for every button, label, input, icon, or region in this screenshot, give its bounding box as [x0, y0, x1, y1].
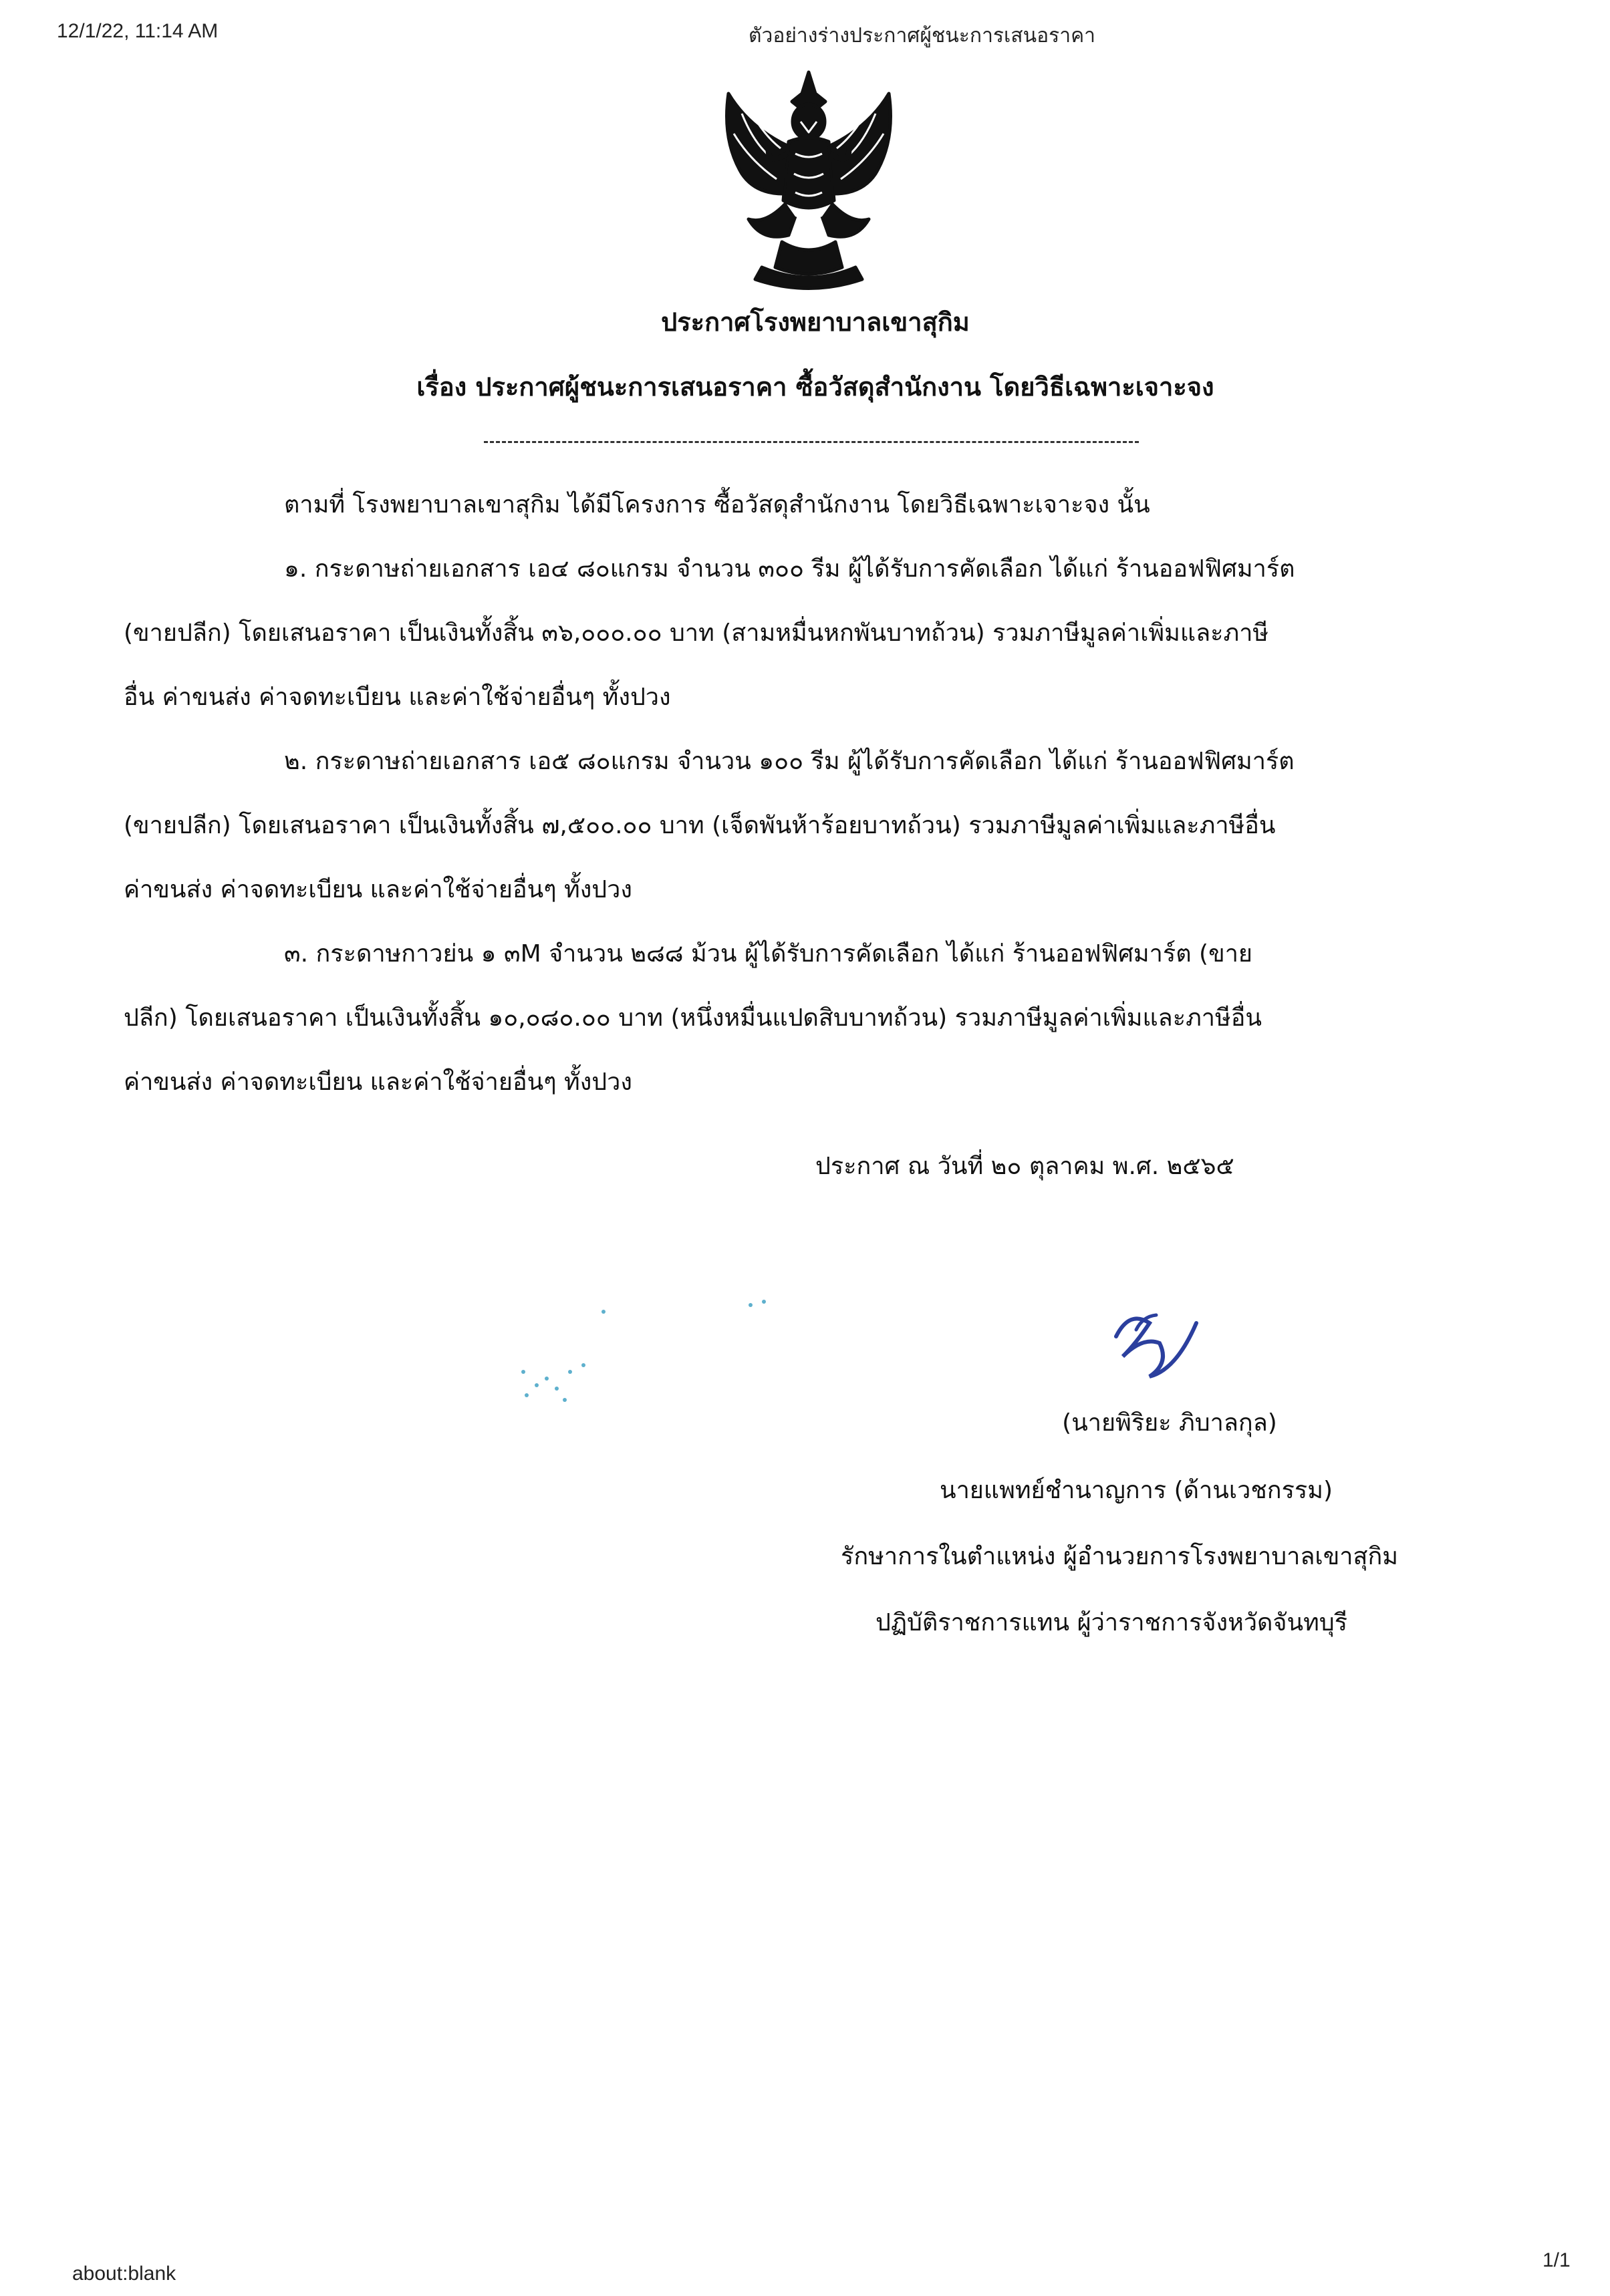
- announce-date: ประกาศ ณ วันที่ ๒๐ ตุลาคม พ.ศ. ๒๕๖๕: [815, 1153, 1234, 1180]
- item-3-line-2: ปลีก) โดยเสนอราคา เป็นเงินทั้งสิ้น ๑๐,๐๘๐.๐๐ บาท (หนึ่งหมื่นแปดสิบบาทถ้วน) รวมภาษีมูลค่าเพิ่มและภาษีอื่น: [124, 1004, 1262, 1032]
- signer-acting: รักษาการในตำแหน่ง ผู้อำนวยการโรงพยาบาลเขาสุกิม: [841, 1543, 1399, 1570]
- document-subject: เรื่อง ประกาศผู้ชนะการเสนอราคา ซื้อวัสดุสำนักงาน โดยวิธีเฉพาะเจาะจง: [416, 372, 1214, 402]
- print-page-count: 1/1: [1542, 2249, 1571, 2271]
- item-3-line-1: ๓. กระดาษกาวย่น ๑ ๓M จำนวน ๒๘๘ ม้วน ผู้ได้รับการคัดเลือก ได้แก่ ร้านออฟฟิศมาร์ต (ขาย: [284, 940, 1252, 968]
- item-1-line-1: ๑. กระดาษถ่ายเอกสาร เอ๔ ๘๐แกรม จำนวน ๓๐๐ รีม ผู้ได้รับการคัดเลือก ได้แก่ ร้านออฟฟิศมาร์ต: [284, 555, 1295, 583]
- print-page-title: ตัวอย่างร่างประกาศผู้ชนะการเสนอราคา: [749, 25, 1095, 47]
- document-title: ประกาศโรงพยาบาลเขาสุกิม: [661, 307, 970, 337]
- item-2-line-1: ๒. กระดาษถ่ายเอกสาร เอ๕ ๘๐แกรม จำนวน ๑๐๐ รีม ผู้ได้รับการคัดเลือก ได้แก่ ร้านออฟฟิศมาร์ต: [284, 748, 1295, 775]
- signer-position: นายแพทย์ชำนาญการ (ด้านเวชกรรม): [939, 1477, 1333, 1504]
- item-2-line-2: (ขายปลีก) โดยเสนอราคา เป็นเงินทั้งสิ้น ๗,๕๐๐.๐๐ บาท (เจ็ดพันห้าร้อยบาทถ้วน) รวมภาษีมูลค่าเพิ่มและภาษีอื่น: [124, 812, 1276, 839]
- item-3-line-3: ค่าขนส่ง ค่าจดทะเบียน และค่าใช้จ่ายอื่นๆ ทั้งปวง: [124, 1068, 632, 1096]
- print-url: about:blank: [72, 2263, 176, 2285]
- handwritten-signature-icon: [1096, 1296, 1216, 1390]
- item-2-line-3: ค่าขนส่ง ค่าจดทะเบียน และค่าใช้จ่ายอื่นๆ ทั้งปวง: [124, 876, 632, 903]
- signer-on-behalf: ปฏิบัติราชการแทน ผู้ว่าราชการจังหวัดจันทบุรี: [876, 1609, 1348, 1636]
- item-1-line-2: (ขายปลีก) โดยเสนอราคา เป็นเงินทั้งสิ้น ๓๖,๐๐๐.๐๐ บาท (สามหมื่นหกพันบาทถ้วน) รวมภาษีมูลค่าเพิ่มและภาษี: [124, 619, 1269, 647]
- signer-name: (นายพิริยะ ภิบาลกุล): [1062, 1409, 1277, 1437]
- title-divider: [484, 441, 1139, 443]
- print-datetime: 12/1/22, 11:14 AM: [57, 20, 219, 42]
- document-body: [124, 473, 1494, 1115]
- garuda-emblem-icon: [702, 67, 916, 294]
- intro-line: ตามที่ โรงพยาบาลเขาสุกิม ได้มีโครงการ ซื้อวัสดุสำนักงาน โดยวิธีเฉพาะเจาะจง นั้น: [284, 491, 1150, 519]
- item-1-line-3: อื่น ค่าขนส่ง ค่าจดทะเบียน และค่าใช้จ่ายอื่นๆ ทั้งปวง: [124, 684, 671, 711]
